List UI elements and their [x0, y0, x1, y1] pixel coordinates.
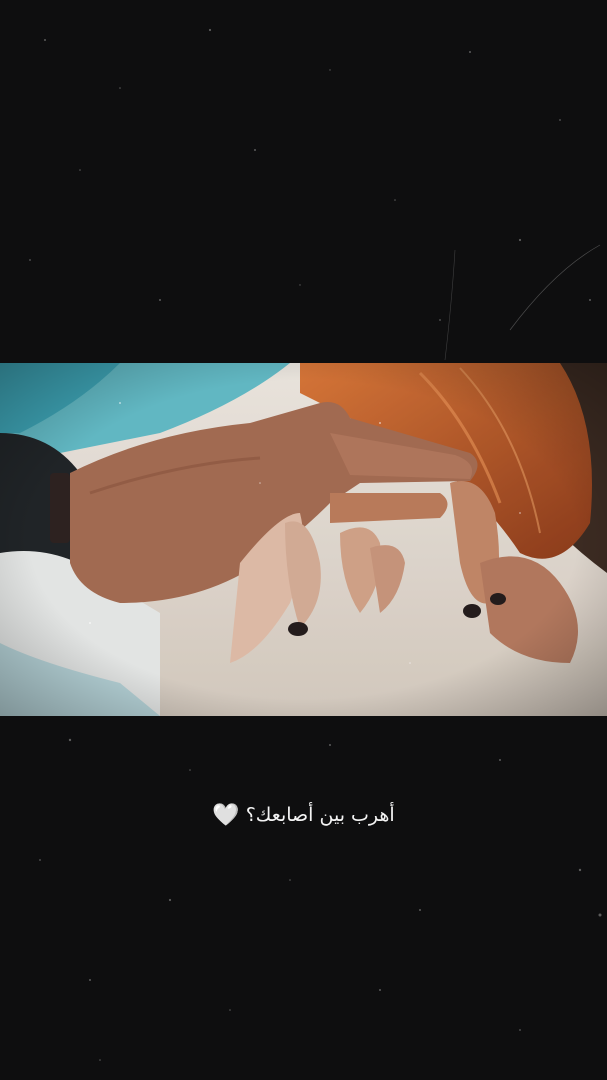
story-caption	[0, 800, 607, 831]
story-photo	[0, 363, 607, 716]
white-heart-icon: 🤍	[212, 802, 240, 828]
caption-text: أهرب بين أصابعك؟	[245, 804, 395, 826]
